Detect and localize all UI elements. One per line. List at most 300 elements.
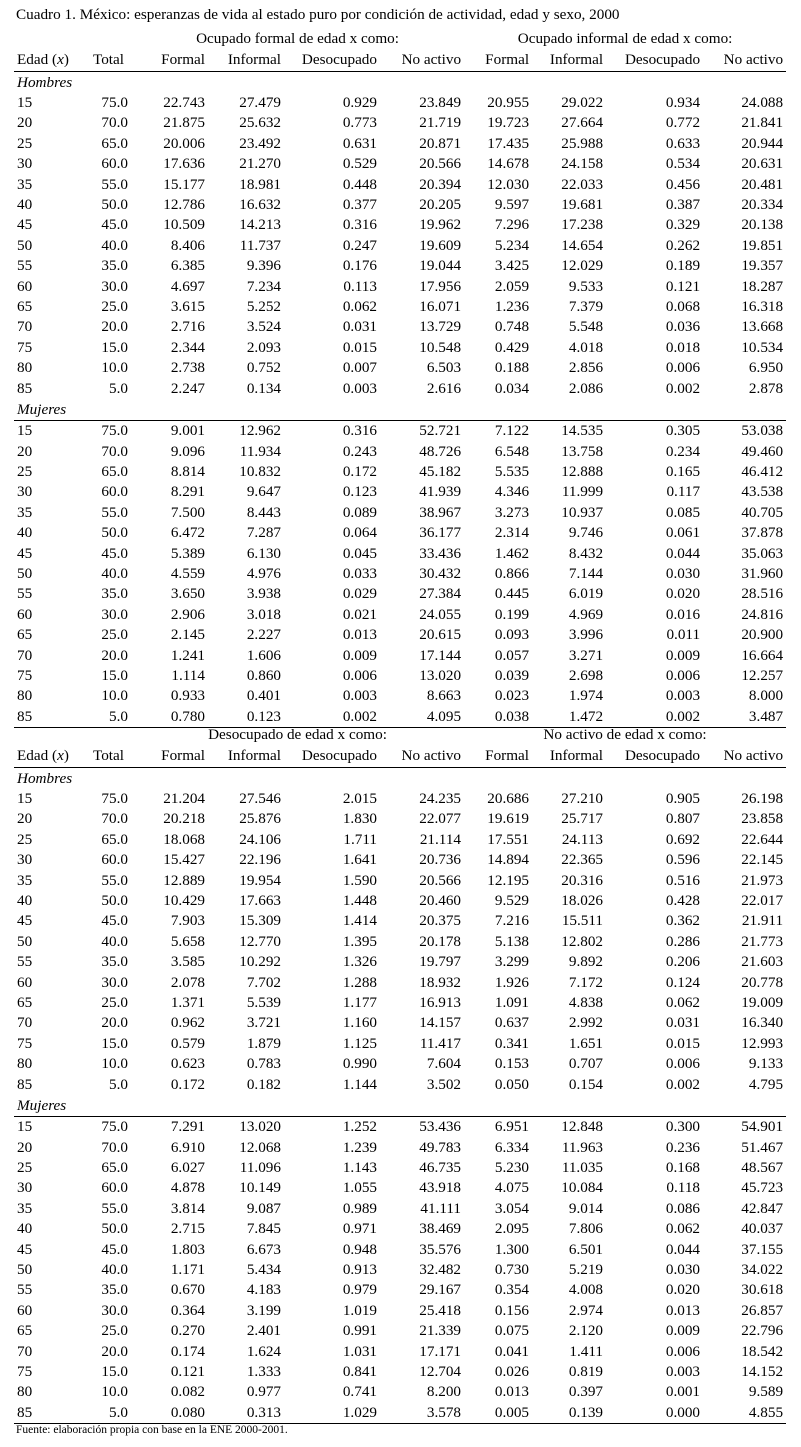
table-cell: 49.460 (741, 442, 784, 460)
table-cell: 0.305 (606, 421, 703, 442)
table-cell: 10.149 (239, 1179, 281, 1197)
panel-ocupado-table (14, 28, 786, 728)
table-cell: 9.746 (568, 524, 604, 542)
table-cell: 0.364 (170, 1301, 205, 1319)
table-row (14, 442, 786, 462)
table-cell: 17.956 (419, 277, 462, 295)
group-header-right: Ocupado informal de edad x como: (517, 30, 733, 47)
table-cell: 0.300 (606, 1117, 703, 1138)
table-cell: 75 (17, 666, 33, 684)
table-cell: 3.814 (170, 1199, 205, 1217)
table-cell: 25.0 (101, 1322, 128, 1340)
table-cell: 65.0 (101, 462, 128, 480)
table-cell: 25 (17, 1158, 33, 1176)
table-cell: 0.707 (568, 1055, 604, 1073)
table-cell: 1.711 (343, 830, 377, 848)
table-cell: 19.681 (561, 196, 604, 214)
table-cell: 85 (17, 1075, 33, 1093)
table-cell: 0.006 (665, 359, 701, 377)
table-cell: 0.015 (342, 338, 377, 356)
table-cell: 0.329 (665, 216, 701, 234)
table-cell: 0.023 (494, 687, 530, 705)
table-cell: 7.806 (568, 1220, 604, 1238)
table-cell: 15.0 (101, 666, 128, 684)
table-cell: 15.177 (163, 175, 205, 193)
table-cell: 30.0 (101, 1301, 128, 1319)
table-row (14, 1403, 786, 1424)
table-cell: 4.795 (748, 1075, 784, 1093)
table-cell: 18.026 (561, 892, 604, 910)
table-cell: 2.314 (494, 524, 530, 542)
table-cell: 60.0 (101, 851, 128, 869)
table-cell: 25 (17, 462, 33, 480)
table-cell: 21.875 (163, 114, 205, 132)
table-row (14, 236, 786, 256)
table-cell: 22.644 (741, 830, 784, 848)
table-cell: 24.235 (419, 790, 462, 807)
table-cell: 3.299 (494, 953, 530, 971)
table-cell: 1.114 (171, 666, 205, 684)
table-cell: 0.000 (606, 1403, 703, 1424)
table-cell: 0.206 (665, 953, 701, 971)
table-cell: 50.0 (101, 892, 128, 910)
table-cell: 0.050 (494, 1075, 530, 1093)
table-cell: 2.095 (494, 1220, 530, 1238)
table-cell: 0.123 (208, 707, 284, 728)
table-row (14, 605, 786, 625)
table-cell: 55.0 (101, 871, 128, 889)
table-cell: 24.088 (741, 94, 784, 111)
table-cell: 19.357 (741, 257, 784, 275)
table-cell: 60 (17, 973, 33, 991)
column-header: Formal (464, 49, 532, 72)
column-header: Edad (x) (14, 745, 86, 768)
table-cell: 7.604 (426, 1055, 462, 1073)
table-cell: 20.006 (163, 134, 205, 152)
group-header-row (14, 724, 786, 745)
table-cell: 15 (17, 94, 33, 111)
table-cell: 53.436 (380, 1117, 464, 1138)
table-cell: 12.068 (239, 1138, 281, 1156)
table-cell: 35.576 (419, 1240, 462, 1258)
table-cell: 5.548 (568, 318, 604, 336)
table-cell: 10.292 (239, 953, 281, 971)
table-cell: 35 (17, 175, 33, 193)
column-header: Desocupado (284, 745, 380, 768)
table-cell: 4.976 (246, 564, 281, 582)
table-cell: 38.469 (419, 1220, 462, 1238)
table-cell: 9.001 (131, 421, 208, 442)
table-cell: 0.011 (666, 626, 701, 644)
table-cell: 6.501 (568, 1240, 604, 1258)
table-cell: 0.121 (170, 1362, 205, 1380)
table-cell: 8.406 (170, 236, 205, 254)
table-cell: 19.797 (419, 953, 462, 971)
table-cell: 2.715 (170, 1220, 205, 1238)
table-cell: 0.516 (665, 871, 701, 889)
table-cell: 70.0 (101, 810, 128, 828)
table-cell: 7.172 (568, 973, 604, 991)
table-cell: 20.0 (101, 646, 128, 664)
table-cell: 2.086 (568, 379, 604, 397)
table-cell: 10.0 (101, 1055, 128, 1073)
table-cell: 1.590 (342, 871, 377, 889)
table-cell: 17.144 (419, 646, 462, 664)
table-cell: 19.723 (487, 114, 530, 132)
table-cell: 7.379 (568, 298, 604, 316)
table-cell: 0.068 (665, 298, 701, 316)
table-cell: 43.918 (419, 1179, 462, 1197)
table-cell: 0.807 (665, 810, 701, 828)
table-cell: 20.686 (487, 790, 530, 807)
table-cell: 6.951 (464, 1117, 532, 1138)
table-cell: 42.847 (741, 1199, 784, 1217)
table-cell: 0.948 (342, 1240, 377, 1258)
table-cell: 0.534 (665, 155, 701, 173)
table-cell: 14.157 (419, 1014, 462, 1032)
table-row (14, 686, 786, 706)
table-cell: 7.291 (131, 1117, 208, 1138)
table-row (14, 1280, 786, 1300)
table-cell: 0.080 (131, 1403, 208, 1424)
table-cell: 11.096 (239, 1158, 281, 1176)
table-cell: 45 (17, 1240, 33, 1258)
table-cell: 3.054 (494, 1199, 530, 1217)
table-cell: 24.106 (239, 830, 281, 848)
table-cell: 11.963 (561, 1138, 604, 1156)
table-cell: 70 (17, 1014, 33, 1032)
table-row (14, 256, 786, 276)
table-cell: 50.0 (101, 1220, 128, 1238)
table-cell: 0.772 (665, 114, 701, 132)
table-cell: 25 (17, 830, 33, 848)
table-cell: 5.0 (86, 707, 131, 728)
table-cell: 27.384 (419, 585, 462, 603)
table-cell: 0.234 (665, 442, 701, 460)
table-row (14, 195, 786, 215)
table-cell: 70.0 (101, 442, 128, 460)
table-cell: 21.841 (741, 114, 784, 132)
table-cell: 8.291 (170, 483, 205, 501)
table-cell: 1.606 (246, 646, 281, 664)
table-cell: 1.926 (494, 973, 530, 991)
table-cell: 50.0 (101, 524, 128, 542)
table-cell: 13.758 (561, 442, 604, 460)
table-cell: 0.866 (494, 564, 530, 582)
table-cell: 11.999 (561, 483, 604, 501)
table-cell: 17.238 (561, 216, 604, 234)
panel-desocupado-table (14, 724, 786, 1424)
table-cell: 20.375 (419, 912, 462, 930)
table-row (14, 297, 786, 317)
table-cell: 7.702 (246, 973, 281, 991)
table-cell: 20.615 (419, 626, 462, 644)
table-cell: 9.096 (170, 442, 205, 460)
table-cell: 40 (17, 196, 33, 214)
table-cell: 5.0 (86, 1403, 131, 1424)
table-cell: 20.631 (741, 155, 784, 173)
table-cell: 0.174 (170, 1342, 205, 1360)
table-cell: 0.428 (665, 892, 701, 910)
table-cell: 65.0 (101, 134, 128, 152)
table-cell: 20.394 (419, 175, 462, 193)
table-cell: 25.988 (561, 134, 604, 152)
table-cell: 2.974 (568, 1301, 604, 1319)
table-cell: 20.566 (419, 871, 462, 889)
table-cell: 12.770 (239, 932, 281, 950)
table-cell: 45.0 (101, 216, 128, 234)
table-cell: 6.950 (748, 359, 784, 377)
table-cell: 75.0 (101, 94, 128, 111)
table-cell: 0.018 (665, 338, 701, 356)
table-cell: 20.138 (741, 216, 784, 234)
table-cell: 0.387 (665, 196, 701, 214)
group-header-row (14, 28, 786, 49)
table-row (14, 789, 786, 809)
table-cell: 50 (17, 932, 33, 950)
table-cell: 1.029 (284, 1403, 380, 1424)
table-cell: 20.0 (101, 1342, 128, 1360)
table-cell: 4.969 (568, 605, 604, 623)
table-row (14, 523, 786, 543)
table-cell: 17.435 (487, 134, 530, 152)
table-cell: 3.721 (246, 1014, 281, 1032)
table-cell: 0.692 (665, 830, 701, 848)
table-cell: 40.0 (101, 932, 128, 950)
table-cell: 10.548 (419, 338, 462, 356)
table-cell: 34.022 (741, 1260, 784, 1278)
table-cell: 4.346 (494, 483, 530, 501)
table-cell: 0.596 (665, 851, 701, 869)
table-row (14, 338, 786, 358)
table-cell: 0.029 (342, 585, 377, 603)
table-row (14, 911, 786, 931)
table-cell: 0.748 (494, 318, 530, 336)
table-cell: 0.977 (246, 1383, 281, 1401)
table-cell: 41.111 (420, 1199, 462, 1217)
table-cell: 43.538 (741, 483, 784, 501)
table-cell: 45.0 (101, 1240, 128, 1258)
table-cell: 20.178 (419, 932, 462, 950)
table-cell: 0.741 (342, 1383, 377, 1401)
table-cell: 18.981 (239, 175, 281, 193)
table-cell: 35.0 (101, 1281, 128, 1299)
table-cell: 12.802 (561, 932, 604, 950)
table-cell: 80 (17, 687, 33, 705)
source-note: Fuente: elaboración propia con base en la ENE 2000-2001. (16, 1424, 288, 1436)
table-cell: 45 (17, 912, 33, 930)
table-cell: 0.003 (342, 687, 377, 705)
table-cell: 25 (17, 134, 33, 152)
table-cell: 0.429 (494, 338, 530, 356)
table-cell: 2.015 (342, 790, 377, 807)
column-header: Formal (131, 49, 208, 72)
table-cell: 12.029 (561, 257, 604, 275)
table-row (14, 93, 786, 113)
table-cell: 0.783 (246, 1055, 281, 1073)
table-cell: 11.417 (419, 1034, 462, 1052)
table-cell: 18.068 (163, 830, 205, 848)
table-cell: 2.344 (170, 338, 205, 356)
table-cell: 13.020 (419, 666, 462, 684)
table-cell: 1.830 (342, 810, 377, 828)
table-cell: 3.585 (170, 953, 205, 971)
table-cell: 3.502 (426, 1075, 462, 1093)
table-cell: 20.736 (419, 851, 462, 869)
section-label: Hombres (17, 770, 73, 787)
table-cell: 0.990 (342, 1055, 377, 1073)
table-cell: 6.503 (426, 359, 462, 377)
table-cell: 0.089 (342, 503, 377, 521)
table-cell: 18.932 (419, 973, 462, 991)
table-cell: 0.445 (494, 585, 530, 603)
table-cell: 22.033 (561, 175, 604, 193)
section-label: Mujeres (17, 401, 67, 419)
table-cell: 0.316 (342, 216, 377, 234)
table-cell: 52.721 (380, 421, 464, 442)
table-cell: 15.511 (561, 912, 604, 930)
table-cell: 0.971 (342, 1220, 377, 1238)
table-cell: 2.247 (170, 379, 205, 397)
table-cell: 0.005 (464, 1403, 532, 1424)
table-cell: 75 (17, 338, 33, 356)
table-cell: 5.535 (494, 462, 530, 480)
table-cell: 21.339 (419, 1322, 462, 1340)
table-cell: 45.723 (741, 1179, 784, 1197)
table-cell: 2.716 (170, 318, 205, 336)
table-cell: 0.176 (342, 257, 377, 275)
table-cell: 5.434 (246, 1260, 281, 1278)
table-cell: 5.539 (246, 994, 281, 1012)
table-cell: 0.002 (284, 707, 380, 728)
table-cell: 3.615 (170, 298, 205, 316)
table-cell: 1.160 (342, 1014, 377, 1032)
table-cell: 20.0 (101, 318, 128, 336)
table-cell: 1.651 (568, 1034, 604, 1052)
table-row (14, 1342, 786, 1362)
column-header: Total (86, 745, 131, 768)
table-row (14, 564, 786, 584)
table-cell: 25.418 (419, 1301, 462, 1319)
table-cell: 17.636 (163, 155, 205, 173)
table-cell: 46.412 (741, 462, 784, 480)
table-cell: 12.888 (561, 462, 604, 480)
column-header: Formal (464, 745, 532, 768)
table-cell: 30.618 (741, 1281, 784, 1299)
table-cell: 8.663 (426, 687, 462, 705)
table-cell: 0.006 (665, 1055, 701, 1073)
table-cell: 70.0 (101, 1138, 128, 1156)
table-cell: 9.087 (246, 1199, 281, 1217)
table-cell: 23.849 (419, 94, 462, 111)
table-row (14, 462, 786, 482)
table-cell: 55.0 (101, 1199, 128, 1217)
table-cell: 21.719 (419, 114, 462, 132)
table-cell: 16.632 (239, 196, 281, 214)
table-cell: 15 (14, 1117, 86, 1138)
table-row (14, 1178, 786, 1198)
table-cell: 7.216 (494, 912, 530, 930)
table-cell: 0.003 (665, 687, 701, 705)
table-cell: 0.933 (170, 687, 205, 705)
column-header: Desocupado (284, 49, 380, 72)
table-cell: 85 (14, 1403, 86, 1424)
table-cell: 20.316 (561, 871, 604, 889)
table-cell: 10.0 (101, 687, 128, 705)
column-header: Informal (532, 49, 606, 72)
table-row (14, 503, 786, 523)
table-cell: 46.735 (419, 1158, 462, 1176)
table-cell: 6.019 (568, 585, 604, 603)
table-cell: 21.911 (741, 912, 784, 930)
table-row (14, 1075, 786, 1095)
table-cell: 20.900 (741, 626, 784, 644)
table-cell: 3.271 (568, 646, 604, 664)
column-header: No activo (380, 49, 464, 72)
table-cell: 0.044 (665, 1240, 701, 1258)
table-cell: 9.533 (568, 277, 604, 295)
table-cell: 0.623 (170, 1055, 205, 1073)
table-cell: 1.371 (170, 994, 205, 1012)
table-cell: 11.035 (561, 1158, 604, 1176)
table-cell: 12.195 (487, 871, 530, 889)
table-cell: 50 (17, 236, 33, 254)
table-cell: 0.243 (342, 442, 377, 460)
table-cell: 1.019 (342, 1301, 377, 1319)
table-cell: 1.803 (170, 1240, 205, 1258)
table-cell: 0.316 (284, 421, 380, 442)
table-cell: 22.017 (741, 892, 784, 910)
table-cell: 2.227 (246, 626, 281, 644)
table-cell: 11.737 (239, 236, 281, 254)
table-row (14, 1138, 786, 1158)
table-cell: 48.726 (419, 442, 462, 460)
table-cell: 9.647 (246, 483, 281, 501)
table-cell: 1.974 (568, 687, 604, 705)
table-cell: 0.118 (666, 1179, 701, 1197)
table-cell: 0.979 (342, 1281, 377, 1299)
table-cell: 15.427 (163, 851, 205, 869)
table-cell: 24.055 (419, 605, 462, 623)
table-cell: 0.061 (665, 524, 701, 542)
table-cell: 0.062 (342, 298, 377, 316)
table-cell: 0.139 (532, 1403, 606, 1424)
table-cell: 5.234 (494, 236, 530, 254)
table-cell: 60.0 (101, 483, 128, 501)
table-row (14, 154, 786, 174)
table-cell: 65 (17, 994, 33, 1012)
table-cell: 0.021 (342, 605, 377, 623)
table-cell: 26.198 (741, 790, 784, 807)
table-row (14, 1362, 786, 1382)
table-cell: 0.062 (665, 994, 701, 1012)
table-cell: 14.654 (561, 236, 604, 254)
table-cell: 0.057 (494, 646, 530, 664)
table-cell: 65 (17, 298, 33, 316)
table-cell: 30.0 (101, 973, 128, 991)
table-cell: 70 (17, 1342, 33, 1360)
table-row (14, 666, 786, 686)
table-cell: 21.270 (239, 155, 281, 173)
table-row (14, 1199, 786, 1219)
table-cell: 9.133 (748, 1055, 784, 1073)
table-cell: 0.934 (665, 94, 701, 111)
table-cell: 40.037 (741, 1220, 784, 1238)
table-cell: 0.637 (494, 1014, 530, 1032)
table-row (14, 932, 786, 952)
table-cell: 1.177 (342, 994, 377, 1012)
table-cell: 1.641 (342, 851, 377, 869)
